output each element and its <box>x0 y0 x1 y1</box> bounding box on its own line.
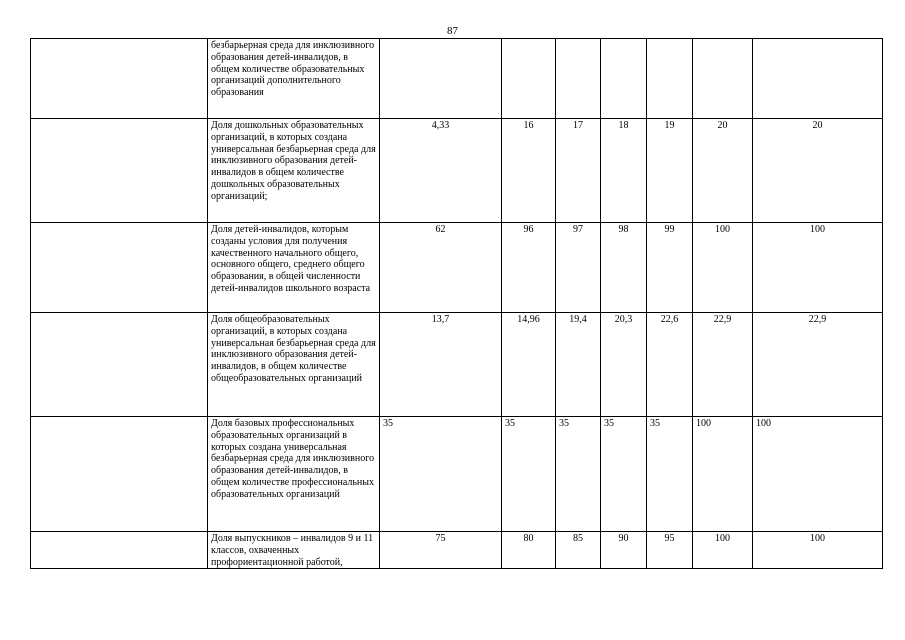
value-cell: 95 <box>647 532 693 569</box>
value-cell: 75 <box>380 532 502 569</box>
indicator-label: Доля дошкольных образовательных организаций, в которых создана универсальная безбарьерная среда для инклюзивного образования детей-инвалидов в общем количестве дошкольных образовательных организаций; <box>208 119 380 223</box>
value-cell <box>647 39 693 119</box>
value-cell: 85 <box>556 532 601 569</box>
value-cell: 22,9 <box>693 313 753 417</box>
value-cell: 17 <box>556 119 601 223</box>
table-row <box>31 532 883 569</box>
value-cell <box>601 39 647 119</box>
empty-cell <box>31 223 208 313</box>
value-cell <box>380 39 502 119</box>
value-cell: 19,4 <box>556 313 601 417</box>
empty-cell <box>31 119 208 223</box>
value-cell: 4,33 <box>380 119 502 223</box>
value-cell: 19 <box>647 119 693 223</box>
value-cell: 20,3 <box>601 313 647 417</box>
value-cell: 35 <box>380 417 502 532</box>
value-cell: 98 <box>601 223 647 313</box>
value-cell: 62 <box>380 223 502 313</box>
empty-cell <box>31 39 208 119</box>
indicator-label: Доля базовых профессиональных образовательных организаций в которых создана универсальная безбарьерная среда для инклюзивного образования детей-инвалидов, в общем количестве профессиональных образовательных организаций <box>208 417 380 532</box>
table-row <box>31 417 883 532</box>
page-number: 87 <box>447 25 458 37</box>
indicator-label: Доля выпускников – инвалидов 9 и 11 классов, охваченных профориентационной работой, <box>208 532 380 569</box>
value-cell: 100 <box>693 417 753 532</box>
value-cell: 35 <box>601 417 647 532</box>
indicator-label: Доля детей-инвалидов, которым созданы условия для получения качественного начального общего, основного общего, среднего общего образования, в общей численности детей-инвалидов школьного возраста <box>208 223 380 313</box>
value-cell: 13,7 <box>380 313 502 417</box>
value-cell <box>753 39 883 119</box>
table-row <box>31 39 883 119</box>
value-cell: 16 <box>502 119 556 223</box>
value-cell: 18 <box>601 119 647 223</box>
value-cell <box>556 39 601 119</box>
value-cell: 96 <box>502 223 556 313</box>
table-row <box>31 119 883 223</box>
value-cell: 20 <box>753 119 883 223</box>
value-cell: 100 <box>693 223 753 313</box>
empty-cell <box>31 417 208 532</box>
empty-cell <box>31 313 208 417</box>
value-cell: 100 <box>693 532 753 569</box>
value-cell: 100 <box>753 417 883 532</box>
indicator-label: безбарьерная среда для инклюзивного образования детей-инвалидов, в общем количестве образовательных организаций дополнительного образования <box>208 39 380 119</box>
value-cell: 90 <box>601 532 647 569</box>
value-cell <box>502 39 556 119</box>
value-cell: 100 <box>753 223 883 313</box>
value-cell: 35 <box>647 417 693 532</box>
table-row <box>31 313 883 417</box>
value-cell: 35 <box>556 417 601 532</box>
value-cell: 22,9 <box>753 313 883 417</box>
empty-cell <box>31 532 208 569</box>
value-cell: 35 <box>502 417 556 532</box>
value-cell: 22,6 <box>647 313 693 417</box>
indicators-table <box>30 38 883 569</box>
value-cell: 14,96 <box>502 313 556 417</box>
value-cell <box>693 39 753 119</box>
value-cell: 99 <box>647 223 693 313</box>
value-cell: 97 <box>556 223 601 313</box>
value-cell: 80 <box>502 532 556 569</box>
value-cell: 100 <box>753 532 883 569</box>
indicator-label: Доля общеобразовательных организаций, в которых создана универсальная безбарьерная среда для инклюзивного образования детей-инвалидов, в общем количестве общеобразовательных организаций <box>208 313 380 417</box>
value-cell: 20 <box>693 119 753 223</box>
table-row <box>31 223 883 313</box>
